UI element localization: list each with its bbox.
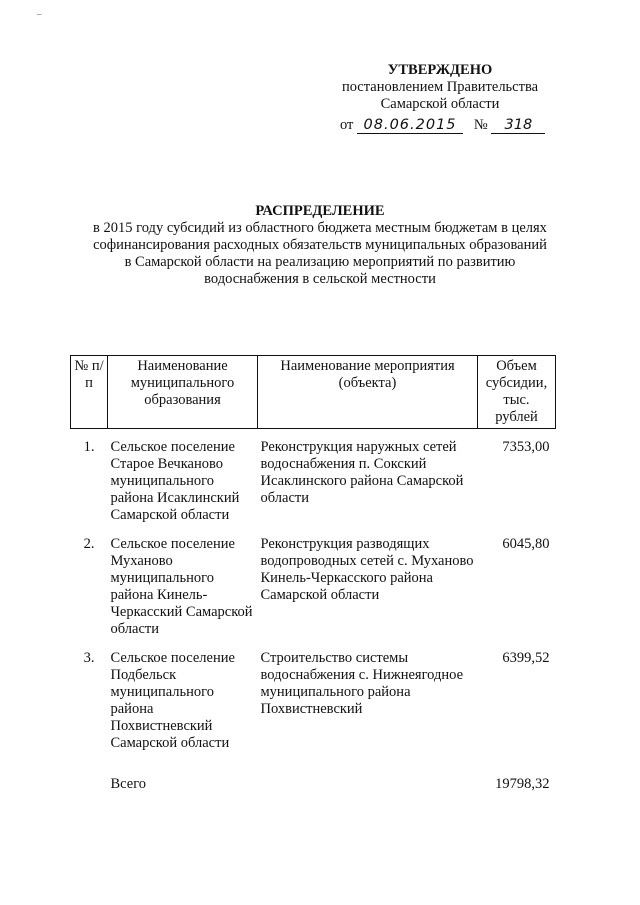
handwritten-date: 08.06.2015 (357, 118, 463, 134)
header-municipality: Наименование муниципального образования (108, 356, 258, 429)
title-heading: РАСПРЕДЕЛЕНИЕ (255, 203, 385, 219)
title-line-1: в 2015 году субсидий из областного бюджета местным бюджетам в целях (93, 220, 547, 236)
table-header-row (71, 356, 556, 429)
document-title (60, 203, 580, 288)
header-amount: Объем субсидии, тыс. рублей (478, 356, 556, 429)
row-project: Реконструкция разводящих водопроводных сетей с. Муханово Кинель-Черкасского района Самарской области (260, 536, 474, 603)
row-municipality: Сельское поселение Подбельск муниципального района Похвистневский Самарской области (110, 650, 235, 751)
approval-heading: УТВЕРЖДЕНО (387, 62, 493, 78)
approval-line-1: постановлением Правительства (341, 79, 539, 95)
handwritten-number: 318 (491, 118, 545, 134)
row-num: 3. (83, 650, 95, 666)
row-amount: 6045,80 (502, 536, 550, 552)
distribution-table (70, 355, 556, 795)
row-amount: 7353,00 (502, 439, 550, 455)
title-line-2: софинансирования расходных обязательств муниципальных образований (93, 237, 547, 253)
title-line-3: в Самарской области на реализацию мероприятий по развитию (124, 254, 516, 270)
row-amount: 6399,52 (502, 650, 550, 666)
header-project: Наименование мероприятия (объекта) (258, 356, 478, 429)
row-municipality: Сельское поселение Муханово муниципального района Кинель-Черкасский Самарской области (110, 536, 253, 637)
row-municipality: Сельское поселение Старое Вечканово муниципального района Исаклинский Самарской области (110, 439, 240, 523)
total-label: Всего (110, 776, 147, 792)
table-row (71, 526, 556, 640)
approval-stamp (320, 62, 560, 113)
approval-line-2: Самарской области (380, 96, 500, 112)
title-line-4: водоснабжения в сельской местности (204, 271, 436, 287)
row-num: 1. (83, 439, 95, 455)
row-num: 2. (83, 536, 95, 552)
corner-mark: – (37, 9, 42, 19)
header-num: № п/п (71, 356, 108, 429)
approval-date-line (340, 117, 545, 134)
table-row (71, 640, 556, 754)
row-project: Строительство системы водоснабжения с. Нижнеягодное муниципального района Похвистневский (260, 650, 464, 717)
row-project: Реконструкция наружных сетей водоснабжения п. Сокский Исаклинского района Самарской области (260, 439, 464, 506)
total-amount: 19798,32 (495, 776, 550, 792)
table-row (71, 429, 556, 527)
date-prefix: от (340, 117, 354, 133)
number-prefix: № (473, 117, 488, 133)
total-row (71, 754, 556, 795)
